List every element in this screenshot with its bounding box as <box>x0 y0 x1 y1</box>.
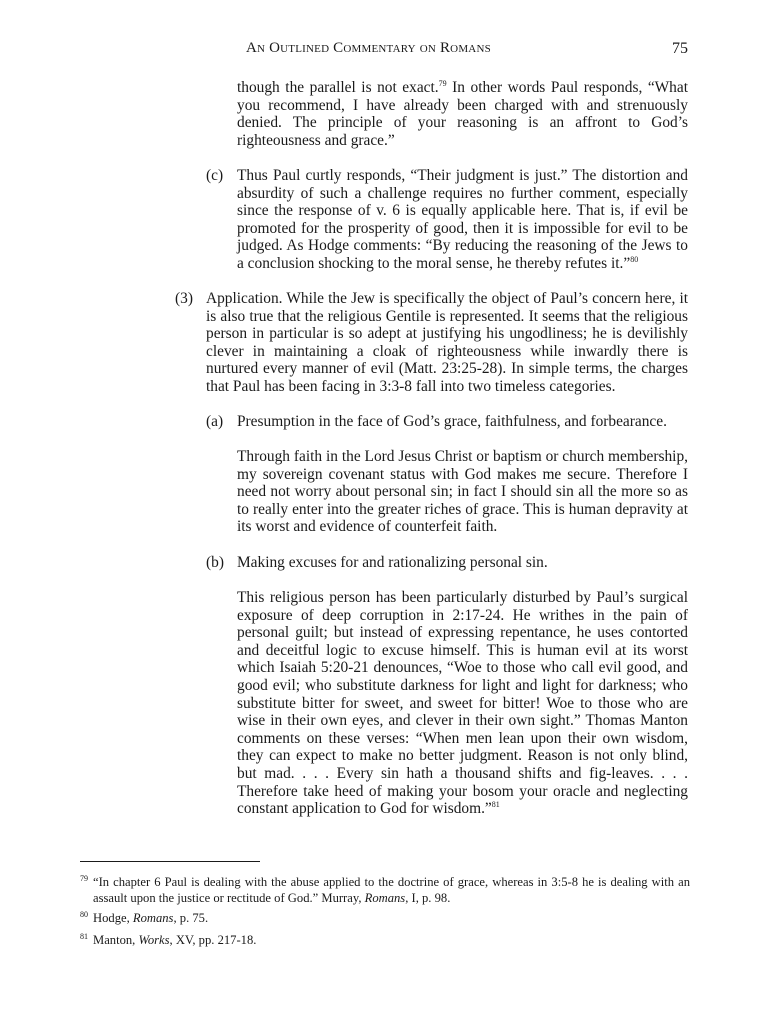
footnote-number: 80 <box>80 910 88 919</box>
footnote-79 <box>80 874 690 907</box>
item-a-paragraph: Through faith in the Lord Jesus Christ or baptism or church membership, my sovereign covenant status with God makes me secure. Therefore I need not worry about personal sin; in fact I should sin all the more so as to really enter into the greater riches of grace. This is human depravity at its worst and evidence of counterfeit faith. <box>237 448 688 536</box>
page-number: 75 <box>672 40 688 57</box>
text: This religious person has been particularly disturbed by Paul’s surgical exposure of deep corruption in 2:17-24. He writhes in the pain of personal guilt; but instead of expressing repentance, he uses contorted and deceitful logic to excuse himself. This is human evil at its worst which Isaiah 5:20-21 denounces, “Woe to those who call evil good, and good evil; who substitute darkness for light and light for darkness; who substitute bitter for sweet, and sweet for bitter! Woe to those who are wise in their own eyes, and clever in their own sight.” Thomas Manton comments on these verses: “When men lean upon their own wisdom, they can expect to make no better judgment. Reason is not only blind, but mad. . . . Every sin hath a thousand shifts and fig-leaves. . . . Therefore take heed of making your bosom your oracle and neglecting constant application to God for wisdom.” <box>237 589 688 818</box>
text: , I, p. 98. <box>405 891 451 906</box>
footnote-80 <box>80 910 690 926</box>
text: “In chapter 6 Paul is dealing with the abuse applied to the doctrine of grace, whereas in 3:5-8 he is dealing with an assault upon the justice or rectitude of God.” Murray, <box>93 875 690 906</box>
running-title: An Outlined Commentary on Romans <box>246 40 491 56</box>
footnote-ref: 79 <box>438 78 447 88</box>
footnote-ref: 81 <box>491 800 500 809</box>
footnote-number: 81 <box>80 932 88 941</box>
item-3-paragraph: Application. While the Jew is specifically the object of Paul’s concern here, it is also true that the religious Gentile is represented. It seems that the religious person in particular is so adept at justifying his ungodliness; he is devilishly clever in maintaining a cloak of righteousness while inwardly there is nurtured every manner of evil (Matt. 23:25-28). In simple terms, the charges that Paul has been facing in 3:3-8 fall into two timeless categories. <box>206 290 688 395</box>
item-marker: (3) <box>175 290 193 307</box>
item-marker: (c) <box>206 167 224 184</box>
page-header <box>0 40 768 62</box>
italic-title: Romans <box>132 911 174 925</box>
italic-title: Romans <box>364 891 406 906</box>
item-b-heading: Making excuses for and rationalizing personal sin. <box>237 554 548 571</box>
item-c-paragraph <box>237 167 688 273</box>
italic-title: Works <box>138 933 170 947</box>
text: Manton, <box>93 933 139 947</box>
text: In other words Paul responds, “What you recommend, I have already been charged with and strenuously denied. The principle of your reasoning is an affront to God’s righteousness and grace.” <box>237 79 688 149</box>
text: though the parallel is not exact. <box>237 79 439 96</box>
footnote-number: 79 <box>80 874 88 883</box>
item-marker: (b) <box>206 554 224 571</box>
footnote-81 <box>80 932 690 948</box>
footnote-ref: 80 <box>630 254 639 264</box>
footnote-divider <box>80 861 260 862</box>
item-a-heading: Presumption in the face of God’s grace, faithfulness, and forbearance. <box>237 413 667 430</box>
text: Thus Paul curtly responds, “Their judgment is just.” The distortion and absurdity of such a challenge requires no further comment, especially since the response of v. 6 is equally applicable here. That is, if evil be promoted for the prosperity of good, then it is impossible for evil to be judged. As Hodge comments: “By reducing the reasoning of the Jews to a conclusion shocking to the moral sense, he thereby refutes it.” <box>237 167 688 272</box>
continuation-paragraph <box>237 79 688 149</box>
item-b-paragraph <box>237 589 688 818</box>
item-marker: (a) <box>206 413 224 430</box>
text: , p. 75. <box>173 911 209 925</box>
text: , XV, pp. 217-18. <box>169 933 257 947</box>
text: Hodge, <box>93 911 133 925</box>
